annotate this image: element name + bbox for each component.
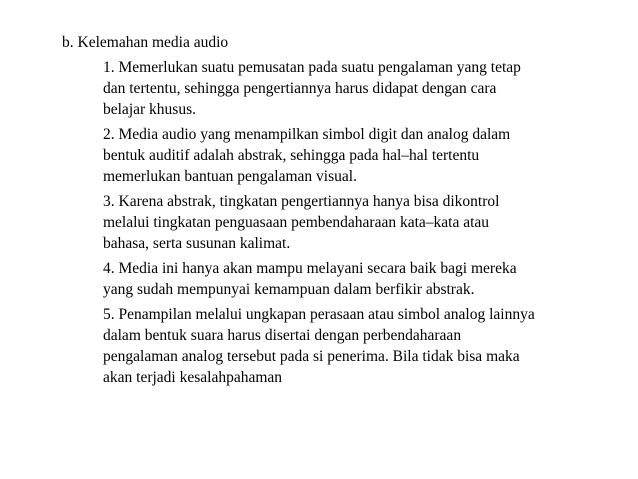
list-item-1-line-1: 1. Memerlukan suatu pemusatan pada suatu pengalaman yang tetap (103, 59, 521, 76)
list-item-2 (103, 124, 608, 187)
list-item-1-line-3: belajar khusus. (103, 101, 196, 118)
section-heading: b. Kelemahan media audio (62, 34, 229, 51)
list-item-4 (103, 258, 608, 300)
list-item-2-line-2: bentuk auditif adalah abstrak, sehingga pada hal–hal tertentu (103, 147, 480, 164)
list-item-5-line-4: akan terjadi kesalahpahaman (103, 369, 283, 386)
list-item-3 (103, 191, 608, 254)
list-item-3-line-3: bahasa, serta susunan kalimat. (103, 235, 291, 252)
list-item-3-line-2: melalui tingkatan penguasaan pembendaharaan kata–kata atau (103, 214, 490, 231)
list-item-2-line-1: 2. Media audio yang menampilkan simbol digit dan analog dalam (103, 126, 511, 143)
list-item-5-line-1: 5. Penampilan melalui ungkapan perasaan atau simbol analog lainnya (103, 306, 535, 323)
list-item-4-line-1: 4. Media ini hanya akan mampu melayani secara baik bagi mereka (103, 260, 517, 277)
list-item-5-line-3: pengalaman analog tersebut pada si penerima. Bila tidak bisa maka (103, 348, 520, 365)
list-item-1-line-2: dan tertentu, sehingga pengertiannya harus didapat dengan cara (103, 80, 497, 97)
list-item-5 (103, 304, 608, 388)
list-item-1 (103, 57, 608, 120)
list-item-3-line-1: 3. Karena abstrak, tingkatan pengertiannya hanya bisa dikontrol (103, 193, 500, 210)
list-item-2-line-3: memerlukan bantuan pengalaman visual. (103, 168, 357, 185)
list-item-4-line-2: yang sudah mempunyai kemampuan dalam berfikir abstrak. (103, 281, 475, 298)
list-item-5-line-2: dalam bentuk suara harus disertai dengan perbendaharaan (103, 327, 462, 344)
